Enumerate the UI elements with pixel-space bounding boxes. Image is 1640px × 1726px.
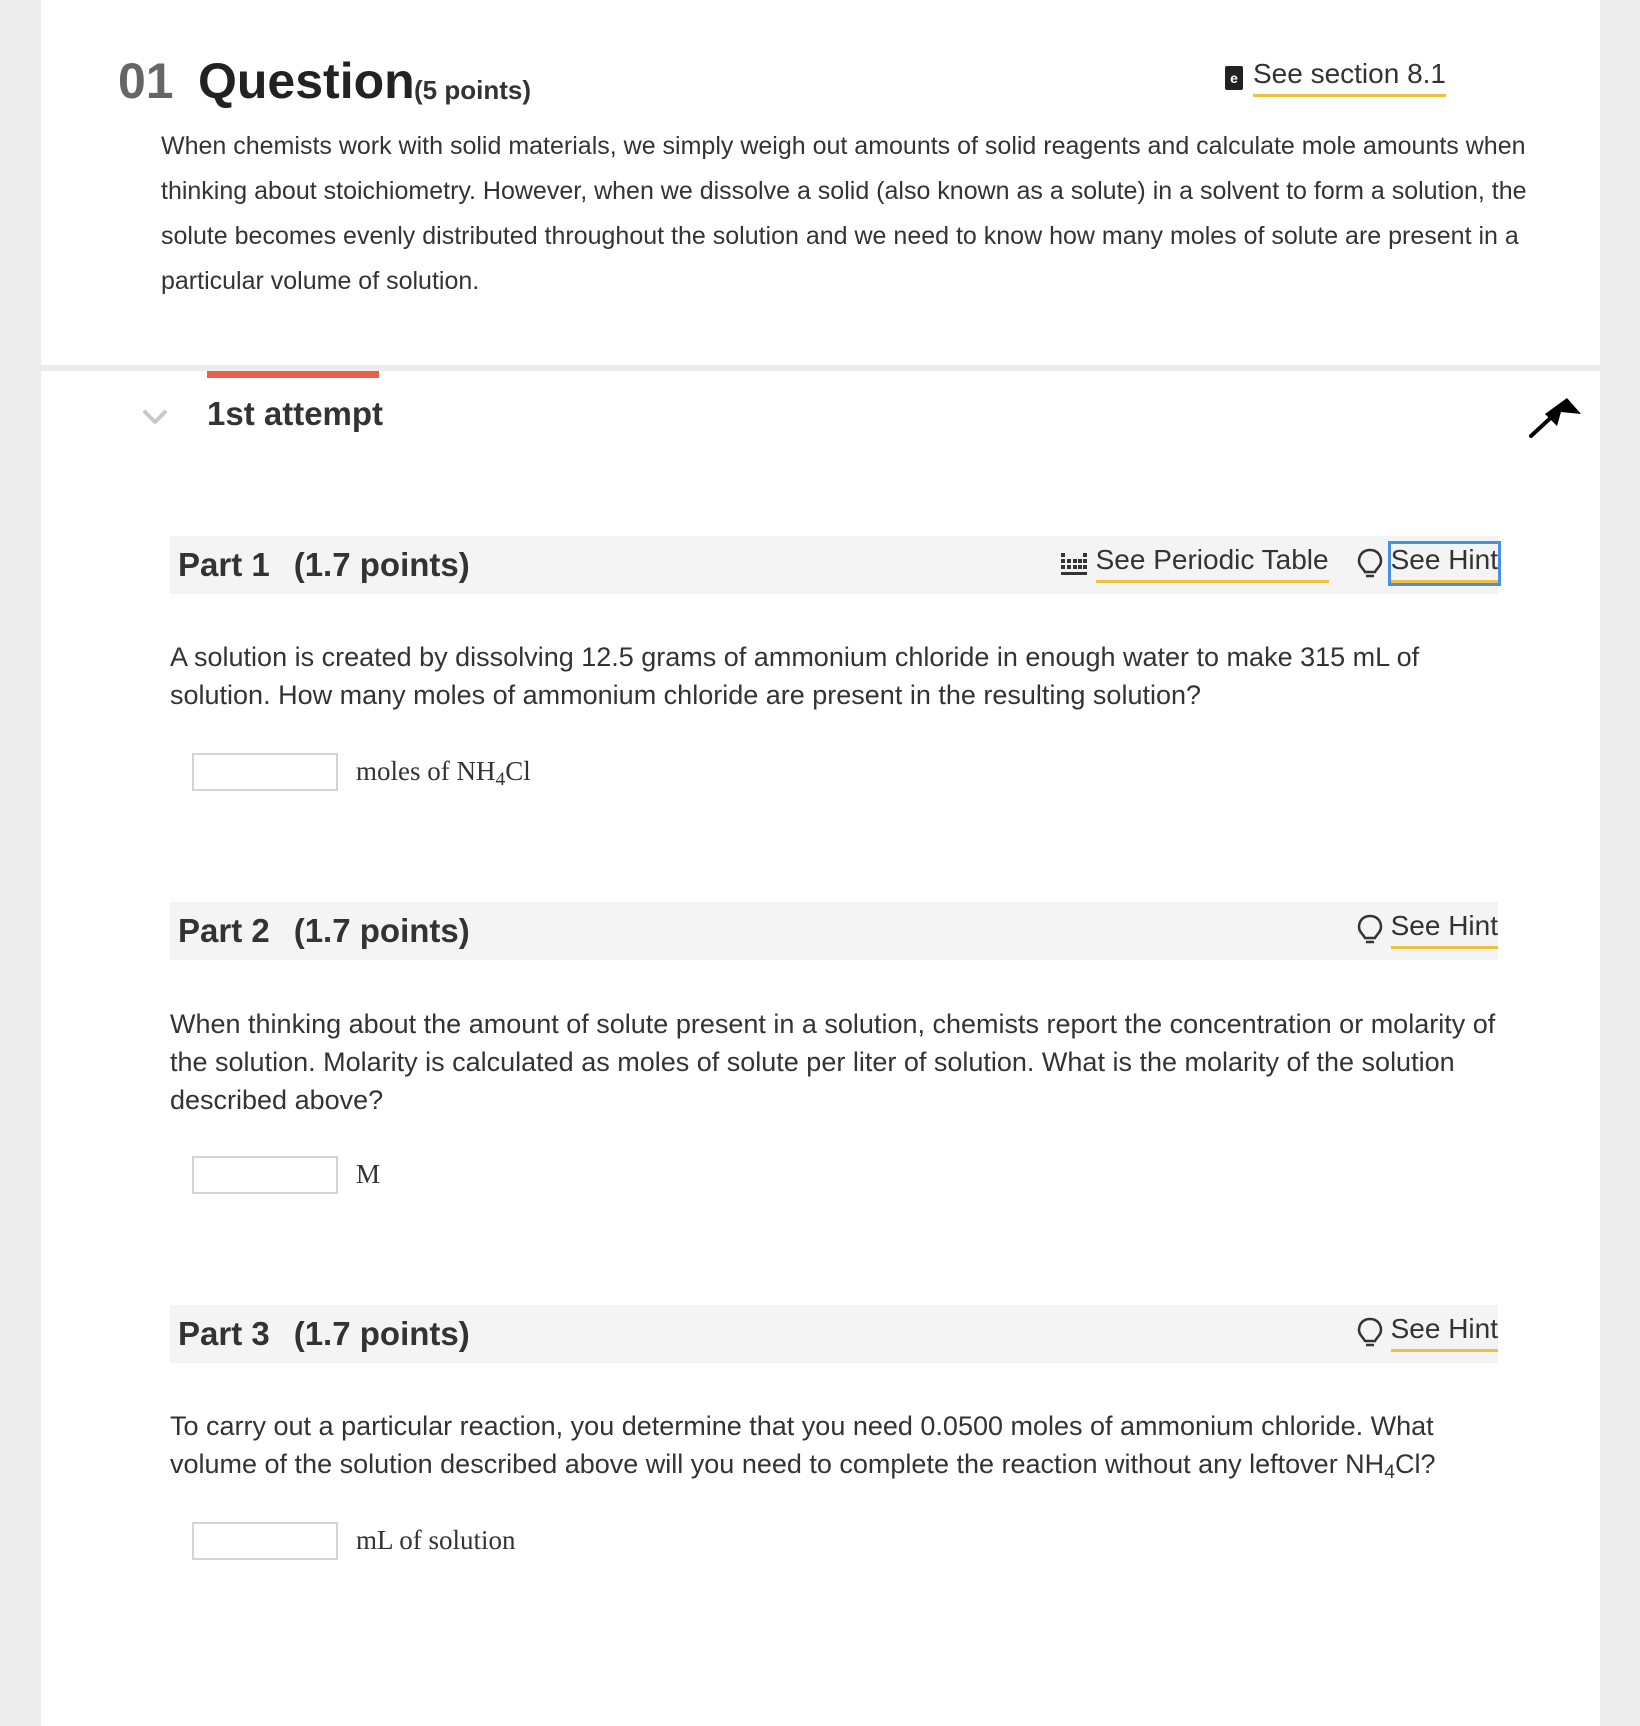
part-3-question [170,1407,1510,1491]
part-1-unit-subscript: 4 [495,768,506,790]
part-1-unit-suffix: Cl [505,756,531,786]
part-3-answer-input[interactable] [192,1522,338,1560]
part-3-label: Part 3 [178,1315,270,1352]
part-3-question-subscript: 4 [1384,1460,1395,1483]
part-1-hint-link[interactable] [1357,544,1498,583]
question-card [41,0,1600,365]
part-2-question: When thinking about the amount of solute present in a solution, chemists report the concentration or molarity of the solution. Molarity is calculated as moles of solute per liter of solution. What is the molarity of the solution described above? [170,1009,1496,1115]
part-2-header [170,902,1498,960]
part-2-answer-input[interactable] [192,1156,338,1194]
lightbulb-icon [1357,1317,1383,1349]
periodic-table-icon [1060,551,1088,577]
part-2-points: (1.7 points) [293,912,470,949]
question-points: (5 points) [414,75,531,105]
part-1-header [170,536,1498,594]
lightbulb-icon [1357,914,1383,946]
attempt-label[interactable]: 1st attempt [207,395,384,432]
part-3-tools [1357,1313,1498,1352]
part-2-label: Part 2 [178,912,270,949]
part-3-unit: mL of solution [356,1525,516,1555]
part-3-points: (1.7 points) [293,1315,470,1352]
part-3-header [170,1305,1498,1363]
part-3-question-end: Cl? [1395,1449,1436,1479]
book-icon: e [1225,66,1243,90]
question-title: Question [198,53,415,109]
part-1-answer-input[interactable] [192,753,338,791]
chevron-down-icon[interactable] [141,403,169,431]
part-2-hint-label[interactable]: See Hint [1391,910,1498,949]
part-1-tools [1060,544,1498,583]
part-3-question-main: To carry out a particular reaction, you determine that you need 0.0500 moles of ammonium chloride. What volume of the solution described above will you need to complete the reaction without any leftover NH [170,1411,1434,1479]
part-1-question: A solution is created by dissolving 12.5 grams of ammonium chloride in enough water to make 315 mL of solution. How many moles of ammonium chloride are present in the resulting solution? [170,642,1420,710]
part-2-title [178,912,470,950]
part-1-label: Part 1 [178,546,270,583]
part-1-points: (1.7 points) [293,546,470,583]
part-1-title [178,546,470,584]
part-3-hint-label[interactable]: See Hint [1391,1313,1498,1352]
part-3-hint-link[interactable] [1357,1313,1498,1352]
part-3-title [178,1315,470,1353]
question-intro: When chemists work with solid materials, we simply weigh out amounts of solid reagents and calculate mole amounts when thinking about stoichiometry. However, when we dissolve a solid (also known as a solute) in a solvent to form a solution, the solute becomes evenly distributed throughout the solution and we need to know how many moles of solute are present in a particular volume of solution. [161,132,1527,295]
part-2-tools [1357,910,1498,949]
periodic-table-link[interactable] [1060,544,1329,583]
periodic-table-label[interactable]: See Periodic Table [1096,544,1329,583]
question-number: 01 [118,53,174,109]
lightbulb-icon [1357,548,1383,580]
part-2-unit: M [356,1159,381,1189]
part-2-hint-link[interactable] [1357,910,1498,949]
see-section-link[interactable] [1225,58,1446,97]
part-1-hint-label[interactable]: See Hint [1391,544,1498,583]
attempt-card [41,371,1600,1726]
part-1-unit [356,756,531,791]
pin-icon[interactable] [1527,396,1583,438]
attempt-tab-indicator [207,371,379,378]
part-1-unit-prefix: moles of NH [356,756,496,786]
see-section-label[interactable]: See section 8.1 [1253,58,1446,97]
